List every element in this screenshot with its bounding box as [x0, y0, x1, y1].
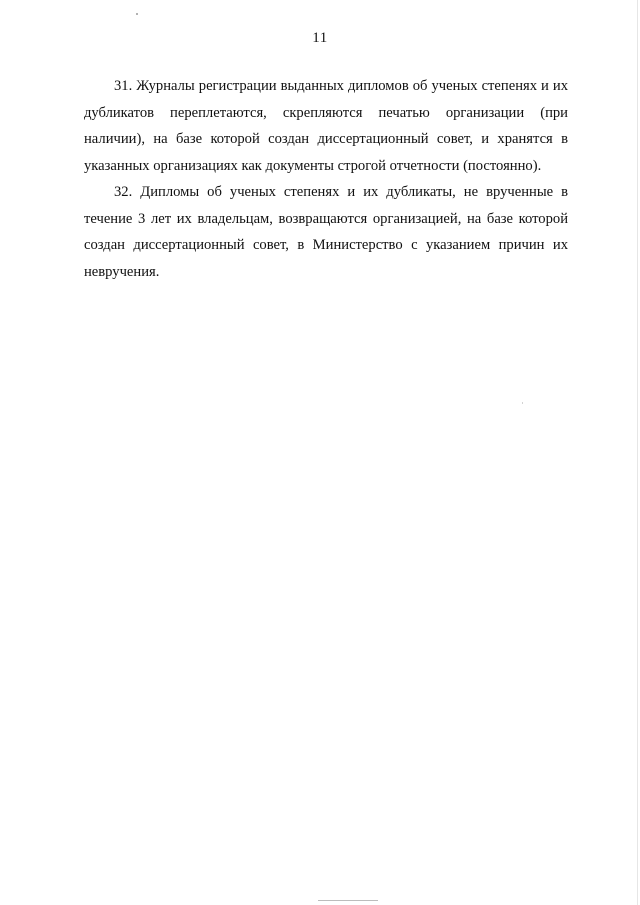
scan-artifact: [522, 402, 523, 404]
scan-artifact: [136, 13, 138, 15]
scan-edge-mark: [318, 900, 378, 901]
document-body: [84, 73, 568, 285]
paragraph-31: 31. Журналы регистрации выданных дипломов об ученых степенях и их дубликатов переплетаются, скрепляются печатью организации (при наличии), на базе которой создан диссертационный совет, и хранятся в указанных организациях как документы строгой отчетности (постоянно).: [84, 78, 568, 174]
scan-edge-shadow: [637, 0, 638, 905]
page-number: 11: [312, 30, 328, 46]
paragraph-32: 32. Дипломы об ученых степенях и их дубликаты, не врученные в течение 3 лет их владельцам, возвращаются организацией, на базе которой создан диссертационный совет, в Министерство с указанием причин их невручения.: [84, 184, 568, 280]
